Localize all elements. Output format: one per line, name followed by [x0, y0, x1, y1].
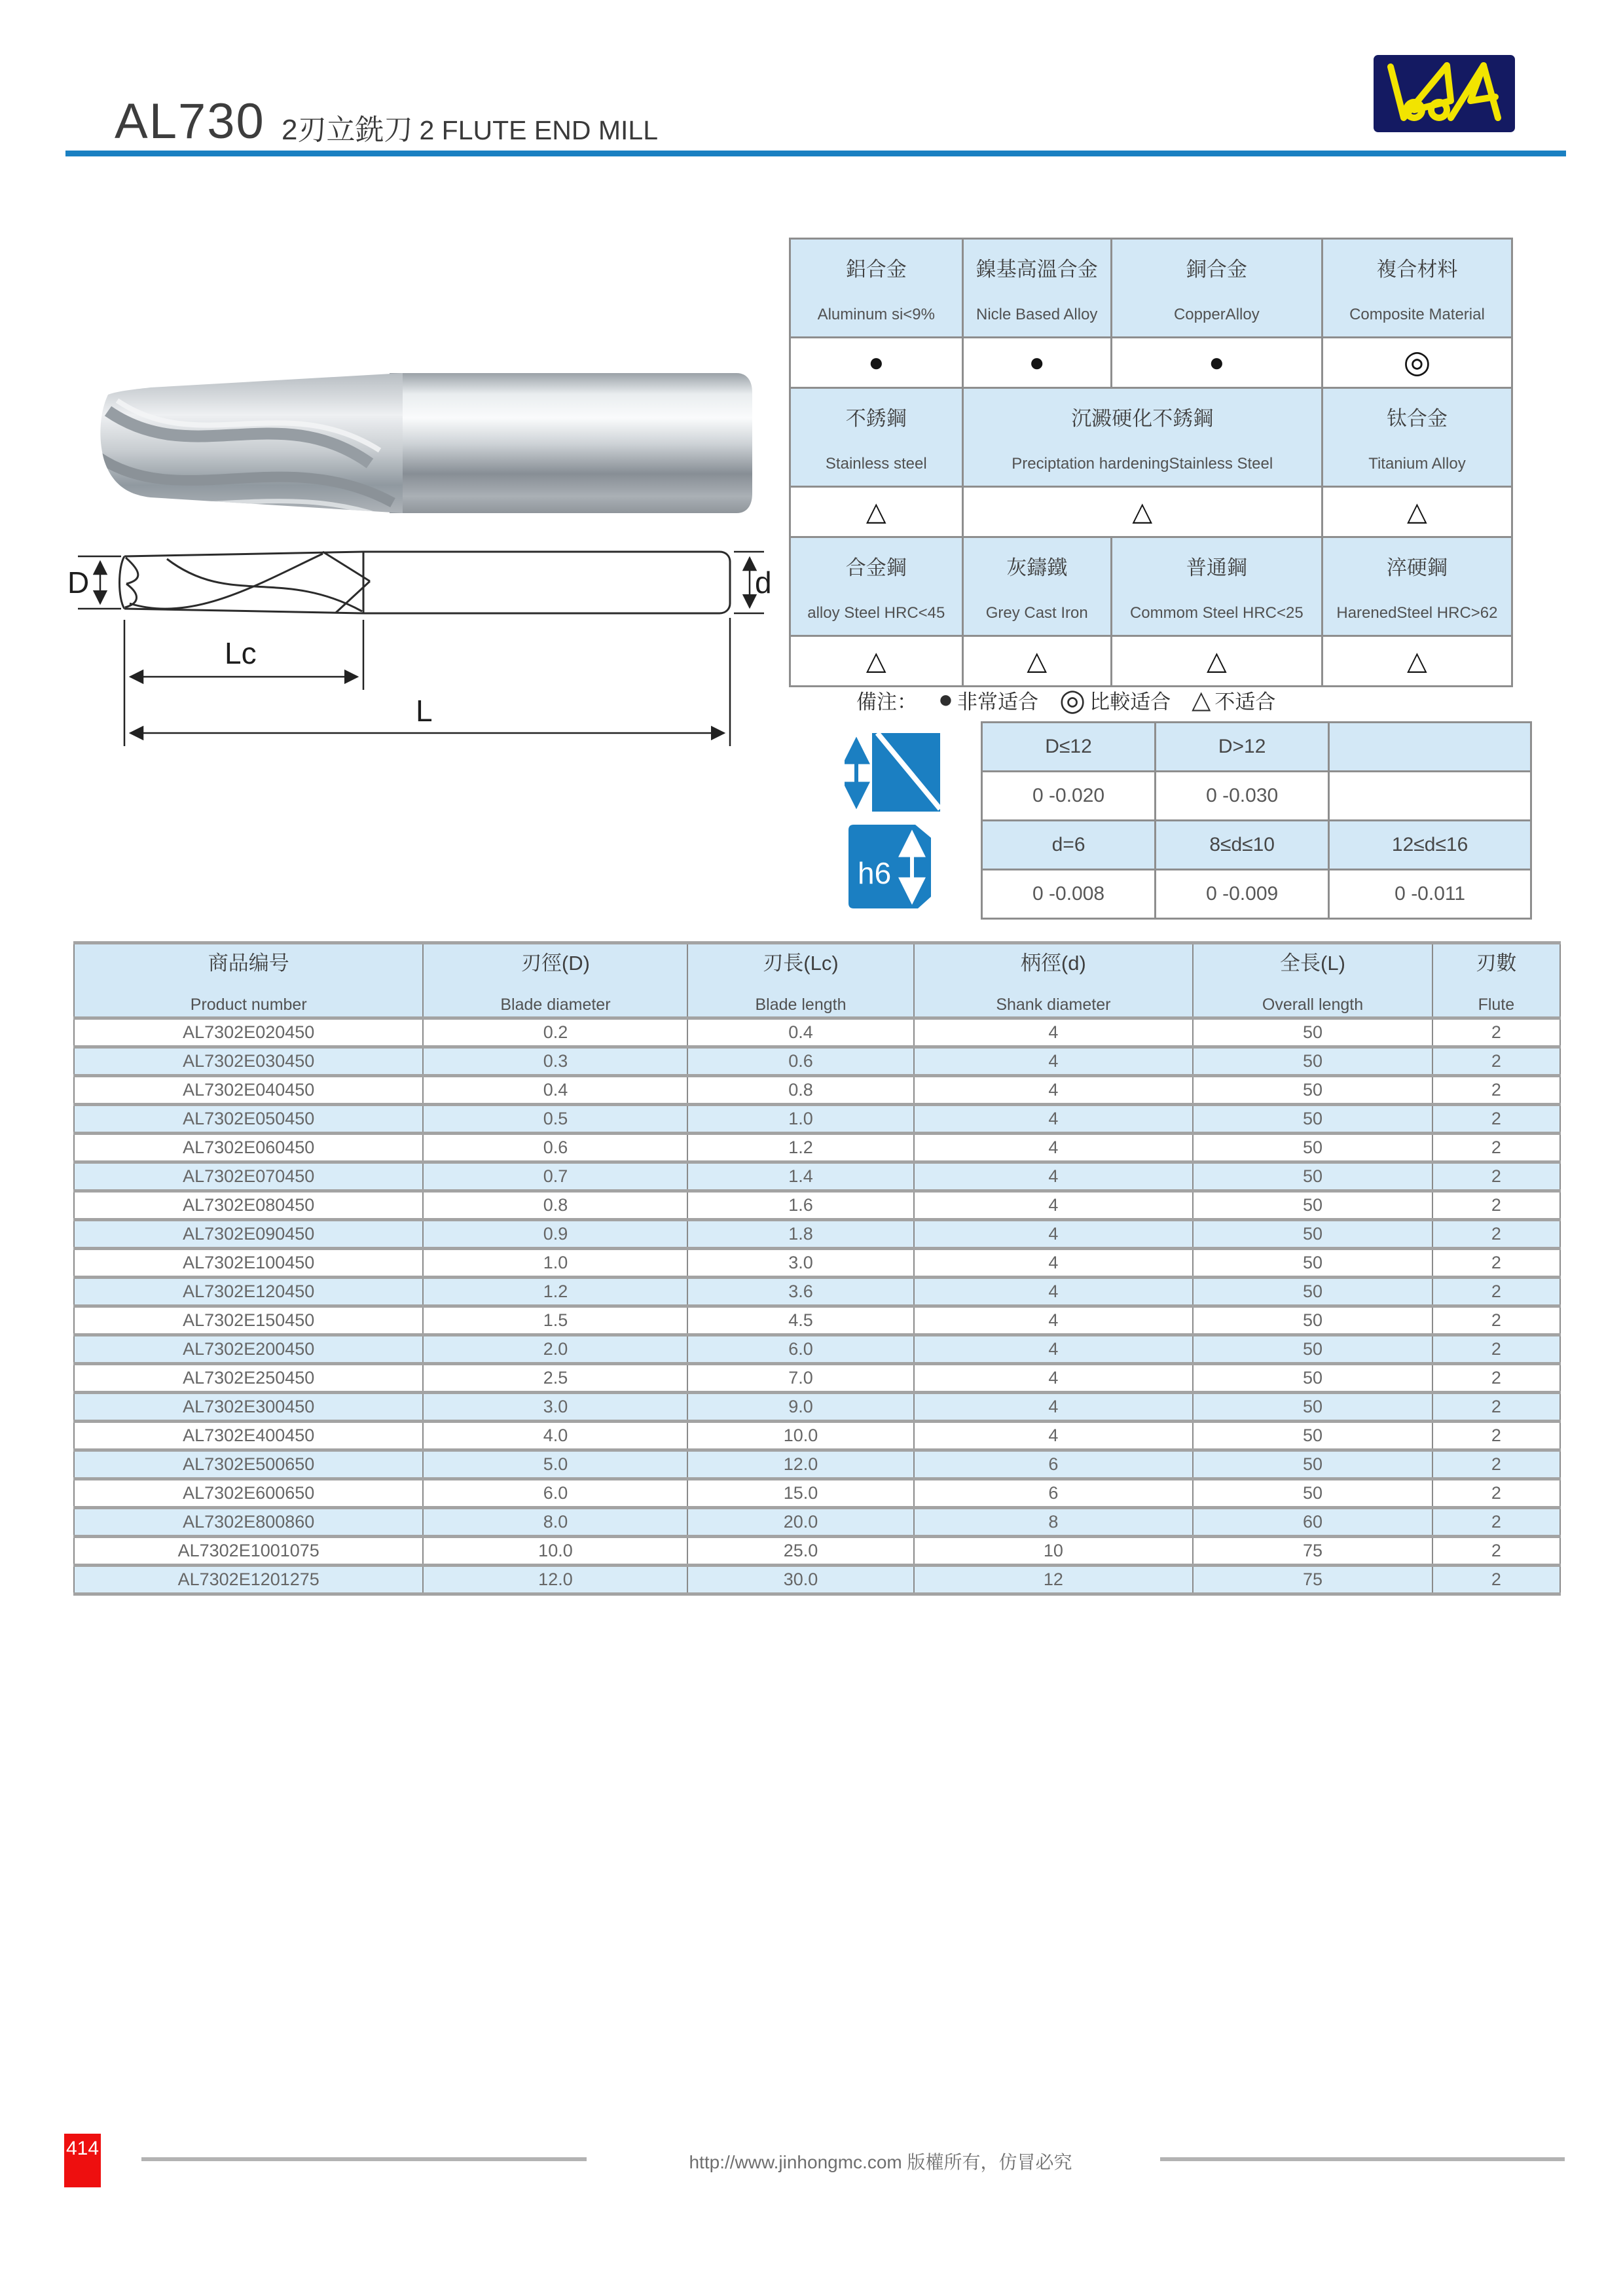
- product-value-cell: 2: [1432, 1537, 1560, 1566]
- product-value-cell: 15.0: [687, 1479, 913, 1508]
- tolerance-cell: D≤12: [982, 723, 1156, 772]
- product-number-cell: AL7302E030450: [74, 1047, 423, 1076]
- column-header-en: Overall length: [1262, 996, 1364, 1014]
- product-value-cell: 12.0: [423, 1566, 687, 1594]
- legend-text: 比較适合: [1089, 690, 1171, 713]
- product-value-cell: 2: [1432, 1047, 1560, 1076]
- material-name-en: Stainless steel: [825, 454, 927, 473]
- product-row: [74, 1422, 1560, 1450]
- page-subtitle: [282, 106, 658, 148]
- product-value-cell: 6: [914, 1479, 1194, 1508]
- product-column-header: [914, 943, 1194, 1018]
- tolerance-row: [982, 772, 1531, 821]
- product-value-cell: 50: [1193, 1162, 1432, 1191]
- product-number-cell: AL7302E060450: [74, 1134, 423, 1162]
- subtitle-zh: 2刃立銑刀: [282, 114, 413, 146]
- suitability-symbol: △: [1407, 647, 1427, 675]
- product-value-cell: 3.0: [687, 1249, 913, 1278]
- product-row: [74, 1393, 1560, 1422]
- tolerance-table: [981, 721, 1532, 920]
- material-header-cell: [1111, 239, 1322, 338]
- header-divider: [65, 151, 1566, 156]
- legend-item: [938, 685, 1038, 715]
- legend-item: [1059, 682, 1171, 717]
- product-value-cell: 50: [1193, 1047, 1432, 1076]
- product-value-cell: 2: [1432, 1335, 1560, 1364]
- tolerance-cell: 8≤d≤10: [1156, 821, 1329, 870]
- dim-label-L: L: [416, 694, 433, 728]
- product-row: [74, 1450, 1560, 1479]
- material-name-zh: 鋁合金: [845, 257, 907, 281]
- product-number-cell: AL7302E050450: [74, 1105, 423, 1134]
- product-number-cell: AL7302E600650: [74, 1479, 423, 1508]
- product-value-cell: 4: [914, 1134, 1194, 1162]
- product-value-cell: 4: [914, 1076, 1194, 1105]
- material-header-cell: [1322, 388, 1512, 487]
- product-value-cell: 0.6: [423, 1134, 687, 1162]
- material-header-cell: [1111, 537, 1322, 636]
- product-value-cell: 4: [914, 1191, 1194, 1220]
- product-column-header: [423, 943, 687, 1018]
- footer-divider-right: [1160, 2157, 1565, 2161]
- product-number-cell: AL7302E040450: [74, 1076, 423, 1105]
- product-spec-table: [73, 941, 1561, 1596]
- material-name-en: Preciptation hardeningStainless Steel: [1012, 454, 1273, 473]
- blade-diameter-tolerance-icon: [845, 732, 943, 814]
- suitability-symbol: △: [1027, 647, 1048, 675]
- product-value-cell: 0.4: [423, 1076, 687, 1105]
- suitability-symbol: △: [1206, 647, 1227, 675]
- product-number-cell: AL7302E080450: [74, 1191, 423, 1220]
- materials-suitability-table: [789, 238, 1513, 687]
- legend-symbol: △: [1192, 686, 1211, 714]
- product-value-cell: 4: [914, 1047, 1194, 1076]
- product-row: [74, 1249, 1560, 1278]
- product-value-cell: 75: [1193, 1566, 1432, 1594]
- material-name-zh: 合金鋼: [845, 556, 907, 579]
- product-column-header: [1432, 943, 1560, 1018]
- product-value-cell: 0.5: [423, 1105, 687, 1134]
- product-row: [74, 1278, 1560, 1306]
- material-name-en: Aluminum si<9%: [817, 305, 935, 323]
- column-header-zh: 刃長(Lc): [763, 952, 839, 975]
- material-suitability-cell: [1322, 636, 1512, 687]
- product-value-cell: 2: [1432, 1018, 1560, 1047]
- column-header-zh: 柄徑(d): [1020, 952, 1086, 975]
- product-number-cell: AL7302E1201275: [74, 1566, 423, 1594]
- product-value-cell: 2: [1432, 1566, 1560, 1594]
- product-row: [74, 1105, 1560, 1134]
- product-value-cell: 50: [1193, 1018, 1432, 1047]
- product-value-cell: 30.0: [687, 1566, 913, 1594]
- product-row: [74, 1220, 1560, 1249]
- material-name-en: Nicle Based Alloy: [976, 305, 1098, 323]
- product-value-cell: 4: [914, 1278, 1194, 1306]
- tolerance-row: [982, 870, 1531, 919]
- tolerance-cell: 0 -0.009: [1156, 870, 1329, 919]
- column-header-zh: 全長(L): [1280, 952, 1345, 975]
- product-value-cell: 50: [1193, 1422, 1432, 1450]
- material-name-zh: 灰鑄鐵: [1006, 556, 1068, 579]
- product-value-cell: 1.0: [687, 1105, 913, 1134]
- product-value-cell: 0.2: [423, 1018, 687, 1047]
- product-value-cell: 0.6: [687, 1047, 913, 1076]
- product-value-cell: 50: [1193, 1134, 1432, 1162]
- product-value-cell: 50: [1193, 1278, 1432, 1306]
- product-value-cell: 2: [1432, 1306, 1560, 1335]
- product-value-cell: 4: [914, 1018, 1194, 1047]
- product-value-cell: 12: [914, 1566, 1194, 1594]
- material-name-zh: 鎳基高溫合金: [976, 257, 1098, 281]
- product-value-cell: 50: [1193, 1306, 1432, 1335]
- material-header-row: [790, 239, 1512, 338]
- product-value-cell: 4: [914, 1393, 1194, 1422]
- tolerance-cell: 0 -0.008: [982, 870, 1156, 919]
- material-name-en: alloy Steel HRC<45: [807, 603, 945, 622]
- product-value-cell: 2: [1432, 1479, 1560, 1508]
- tolerance-cell: [1329, 772, 1531, 821]
- material-header-cell: [790, 537, 963, 636]
- material-name-en: Composite Material: [1349, 305, 1485, 323]
- product-value-cell: 1.8: [687, 1220, 913, 1249]
- legend-symbol: ◎: [1059, 683, 1086, 717]
- column-header-zh: 商品编号: [208, 952, 289, 975]
- dim-label-D: D: [67, 565, 90, 600]
- product-row: [74, 1191, 1560, 1220]
- tolerance-cell: 0 -0.011: [1329, 870, 1531, 919]
- product-value-cell: 50: [1193, 1393, 1432, 1422]
- product-value-cell: 0.7: [423, 1162, 687, 1191]
- product-value-cell: 6: [914, 1450, 1194, 1479]
- brand-logo-icon: [1374, 55, 1515, 132]
- material-name-zh: 沉澱硬化不銹鋼: [1071, 406, 1214, 430]
- legend-text: 非常适合: [957, 690, 1038, 713]
- materials-table-body: [790, 239, 1512, 687]
- material-name-en: Grey Cast Iron: [985, 603, 1088, 622]
- product-value-cell: 4: [914, 1335, 1194, 1364]
- product-value-cell: 8.0: [423, 1508, 687, 1537]
- product-row: [74, 1508, 1560, 1537]
- product-value-cell: 4: [914, 1162, 1194, 1191]
- material-suitability-cell: [1322, 487, 1512, 537]
- product-value-cell: 12.0: [687, 1450, 913, 1479]
- material-suitability-cell: [790, 338, 963, 388]
- product-value-cell: 2: [1432, 1422, 1560, 1450]
- page-number-badge: 414: [64, 2134, 101, 2187]
- product-number-cell: AL7302E090450: [74, 1220, 423, 1249]
- tolerance-row: [982, 821, 1531, 870]
- product-value-cell: 75: [1193, 1537, 1432, 1566]
- product-value-cell: 4: [914, 1422, 1194, 1450]
- product-value-cell: 3.0: [423, 1393, 687, 1422]
- suitability-symbol: △: [866, 497, 886, 526]
- product-row: [74, 1479, 1560, 1508]
- product-value-cell: 50: [1193, 1220, 1432, 1249]
- product-value-cell: 2: [1432, 1220, 1560, 1249]
- product-value-cell: 0.9: [423, 1220, 687, 1249]
- material-name-zh: 淬硬鋼: [1386, 556, 1448, 579]
- product-row: [74, 1537, 1560, 1566]
- product-value-cell: 1.6: [687, 1191, 913, 1220]
- product-value-cell: 4.5: [687, 1306, 913, 1335]
- product-row: [74, 1335, 1560, 1364]
- product-value-cell: 2: [1432, 1249, 1560, 1278]
- material-header-cell: [1322, 239, 1512, 338]
- suitability-symbol: △: [866, 647, 886, 675]
- product-number-cell: AL7302E100450: [74, 1249, 423, 1278]
- product-value-cell: 6.0: [687, 1335, 913, 1364]
- product-value-cell: 10.0: [687, 1422, 913, 1450]
- suitability-symbol: ●: [868, 348, 884, 377]
- suitability-symbol: △: [1132, 497, 1153, 526]
- material-suitability-cell: [790, 636, 963, 687]
- tolerance-cell: d=6: [982, 821, 1156, 870]
- material-suitability-cell: [1111, 636, 1322, 687]
- brand-logo: [1374, 55, 1515, 132]
- product-value-cell: 2: [1432, 1191, 1560, 1220]
- product-number-cell: AL7302E250450: [74, 1364, 423, 1393]
- column-header-en: Blade length: [755, 996, 847, 1014]
- h6-tolerance-label: h6: [858, 856, 892, 890]
- product-row: [74, 1162, 1560, 1191]
- product-value-cell: 2: [1432, 1450, 1560, 1479]
- column-header-en: Blade diameter: [500, 996, 611, 1014]
- material-symbol-row: [790, 487, 1512, 537]
- product-number-cell: AL7302E070450: [74, 1162, 423, 1191]
- tolerance-cell: 0 -0.030: [1156, 772, 1329, 821]
- tolerance-cell: D>12: [1156, 723, 1329, 772]
- product-value-cell: 4: [914, 1306, 1194, 1335]
- product-column-header: [74, 943, 423, 1018]
- material-name-en: CopperAlloy: [1173, 305, 1260, 323]
- product-value-cell: 60: [1193, 1508, 1432, 1537]
- product-value-cell: 0.8: [423, 1191, 687, 1220]
- product-value-cell: 7.0: [687, 1364, 913, 1393]
- product-value-cell: 2: [1432, 1364, 1560, 1393]
- product-value-cell: 50: [1193, 1479, 1432, 1508]
- product-value-cell: 2: [1432, 1076, 1560, 1105]
- footer-copyright: http://www.jinhongmc.com 版權所有，仿冒必究: [689, 2152, 1072, 2172]
- product-value-cell: 1.4: [687, 1162, 913, 1191]
- material-name-en: Titanium Alloy: [1368, 454, 1466, 473]
- material-name-zh: 钛合金: [1386, 406, 1448, 430]
- suitability-symbol: ◎: [1403, 345, 1431, 380]
- material-header-cell: [790, 388, 963, 487]
- product-value-cell: 4: [914, 1220, 1194, 1249]
- product-value-cell: 10.0: [423, 1537, 687, 1566]
- material-header-cell: [962, 388, 1322, 487]
- product-value-cell: 3.6: [687, 1278, 913, 1306]
- product-value-cell: 1.5: [423, 1306, 687, 1335]
- product-number-cell: AL7302E1001075: [74, 1537, 423, 1566]
- material-header-cell: [1322, 537, 1512, 636]
- product-number-cell: AL7302E150450: [74, 1306, 423, 1335]
- product-value-cell: 6.0: [423, 1479, 687, 1508]
- product-value-cell: 4.0: [423, 1422, 687, 1450]
- product-number-cell: AL7302E120450: [74, 1278, 423, 1306]
- product-value-cell: 0.4: [687, 1018, 913, 1047]
- product-number-cell: AL7302E500650: [74, 1450, 423, 1479]
- tolerance-cell: [1329, 723, 1531, 772]
- product-value-cell: 50: [1193, 1249, 1432, 1278]
- column-header-en: Shank diameter: [996, 996, 1111, 1014]
- product-row: [74, 1018, 1560, 1047]
- product-row: [74, 1134, 1560, 1162]
- material-name-zh: 不銹鋼: [845, 406, 907, 430]
- tolerance-cell: 12≤d≤16: [1329, 821, 1531, 870]
- material-name-zh: 複合材料: [1376, 257, 1458, 281]
- material-symbol-row: [790, 636, 1512, 687]
- product-value-cell: 2: [1432, 1393, 1560, 1422]
- material-header-row: [790, 388, 1512, 487]
- product-value-cell: 9.0: [687, 1393, 913, 1422]
- product-value-cell: 1.0: [423, 1249, 687, 1278]
- material-name-en: Commom Steel HRC<25: [1129, 603, 1304, 622]
- product-number-cell: AL7302E020450: [74, 1018, 423, 1047]
- product-value-cell: 2: [1432, 1278, 1560, 1306]
- column-header-en: Product number: [190, 996, 307, 1014]
- product-value-cell: 0.3: [423, 1047, 687, 1076]
- material-suitability-cell: [962, 636, 1111, 687]
- suitability-symbol: ●: [1029, 348, 1045, 377]
- footer-divider-left: [141, 2157, 587, 2161]
- material-header-cell: [962, 537, 1111, 636]
- dim-label-Lc: Lc: [225, 636, 257, 670]
- product-row: [74, 1306, 1560, 1335]
- material-suitability-cell: [962, 338, 1111, 388]
- material-suitability-cell: [790, 487, 963, 537]
- column-header-zh: 刃徑(D): [520, 952, 590, 975]
- photo-shank: [390, 373, 752, 513]
- product-number-cell: AL7302E400450: [74, 1422, 423, 1450]
- product-value-cell: 25.0: [687, 1537, 913, 1566]
- product-value-cell: 50: [1193, 1364, 1432, 1393]
- product-row: [74, 1566, 1560, 1594]
- product-value-cell: 50: [1193, 1450, 1432, 1479]
- product-value-cell: 4: [914, 1105, 1194, 1134]
- product-value-cell: 20.0: [687, 1508, 913, 1537]
- legend-item: [1192, 685, 1275, 715]
- product-value-cell: 4: [914, 1364, 1194, 1393]
- product-value-cell: 50: [1193, 1191, 1432, 1220]
- product-value-cell: 50: [1193, 1076, 1432, 1105]
- tolerance-row: [982, 723, 1531, 772]
- material-name-en: HarenedSteel HRC>62: [1336, 603, 1498, 622]
- material-suitability-cell: [1322, 338, 1512, 388]
- material-header-cell: [790, 239, 963, 338]
- product-number-cell: AL7302E800860: [74, 1508, 423, 1537]
- material-name-zh: 普通鋼: [1186, 556, 1247, 579]
- material-suitability-cell: [962, 487, 1322, 537]
- product-column-header: [687, 943, 913, 1018]
- product-value-cell: 0.8: [687, 1076, 913, 1105]
- product-row: [74, 1047, 1560, 1076]
- product-value-cell: 50: [1193, 1335, 1432, 1364]
- legend-symbol: ●: [938, 685, 953, 713]
- product-header-row: [74, 943, 1560, 1018]
- product-value-cell: 2: [1432, 1134, 1560, 1162]
- product-value-cell: 2: [1432, 1105, 1560, 1134]
- product-row: [74, 1364, 1560, 1393]
- product-value-cell: 1.2: [423, 1278, 687, 1306]
- product-table-body: [74, 1018, 1560, 1594]
- suitability-symbol: △: [1407, 497, 1427, 526]
- page-title: AL730: [115, 94, 265, 149]
- column-header-en: Flute: [1478, 996, 1515, 1014]
- endmill-dimension-drawing: [62, 538, 776, 754]
- shank-h6-tolerance-icon: [845, 823, 943, 910]
- product-number-cell: AL7302E300450: [74, 1393, 423, 1422]
- suitability-symbol: ●: [1209, 348, 1225, 377]
- product-value-cell: 2.5: [423, 1364, 687, 1393]
- product-row: [74, 1076, 1560, 1105]
- dim-label-d: d: [755, 565, 772, 600]
- product-value-cell: 2: [1432, 1508, 1560, 1537]
- product-value-cell: 2.0: [423, 1335, 687, 1364]
- column-header-zh: 刃數: [1476, 952, 1517, 975]
- product-table-head: [74, 943, 1560, 1018]
- product-value-cell: 1.2: [687, 1134, 913, 1162]
- material-suitability-cell: [1111, 338, 1322, 388]
- endmill-photo: [62, 359, 776, 529]
- subtitle-en: 2 FLUTE END MILL: [419, 115, 659, 145]
- legend-text: 不适合: [1214, 690, 1276, 713]
- product-number-cell: AL7302E200450: [74, 1335, 423, 1364]
- product-value-cell: 5.0: [423, 1450, 687, 1479]
- tolerance-table-body: [982, 723, 1531, 919]
- suitability-legend: [856, 682, 1275, 717]
- material-header-row: [790, 537, 1512, 636]
- product-value-cell: 4: [914, 1249, 1194, 1278]
- product-value-cell: 8: [914, 1508, 1194, 1537]
- product-column-header: [1193, 943, 1432, 1018]
- product-value-cell: 10: [914, 1537, 1194, 1566]
- material-name-zh: 銅合金: [1186, 257, 1247, 281]
- legend-label: 備注：: [856, 690, 917, 713]
- material-symbol-row: [790, 338, 1512, 388]
- product-value-cell: 50: [1193, 1105, 1432, 1134]
- product-value-cell: 2: [1432, 1162, 1560, 1191]
- material-header-cell: [962, 239, 1111, 338]
- tolerance-cell: 0 -0.020: [982, 772, 1156, 821]
